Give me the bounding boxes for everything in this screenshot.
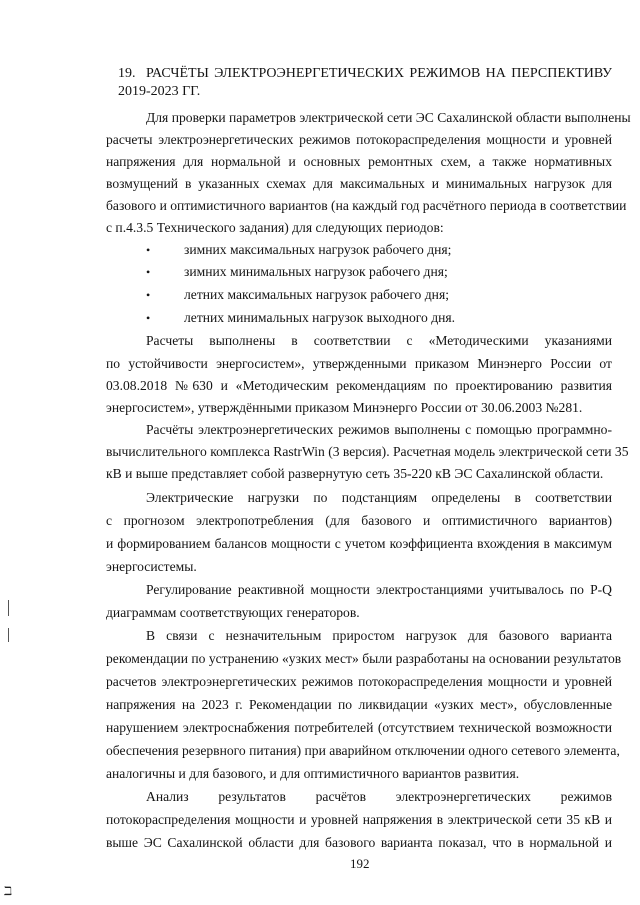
body-line: энергосистемы. [106,559,197,574]
body-line: выше ЭС Сахалинской области для базового варианта показал, что в нормальной и [106,835,612,850]
section-title-line-2: 2019-2023 ГГ. [118,84,201,99]
list-bullet: • [146,265,151,279]
list-bullet: • [146,311,151,325]
body-line: Анализ результатов расчётов электроэнергетических режимов [146,789,612,804]
body-line: В связи с незначительным приростом нагрузок для базового варианта [146,628,612,643]
body-line: Для проверки параметров электрической сети ЭС Сахалинской области выполнены [146,110,631,125]
body-line: Регулирование реактивной мощности электростанциями учитывалось по P-Q [146,582,612,597]
list-item: летних минимальных нагрузок выходного дня. [184,310,456,325]
body-line: энергосистем», утверждёнными приказом Минэнерго России от 30.06.2003 №281. [106,400,583,415]
list-item: зимних минимальных нагрузок рабочего дня; [184,264,448,279]
body-line: аналогичны и для базового, и для оптимистичного вариантов развития. [106,766,520,781]
list-bullet: • [146,243,151,257]
body-line: обеспечения резервного питания) при аварийном отключении одного сетевого элемента, [106,743,620,758]
body-line: потокораспределения мощности и уровней напряжения в электрической сети 35 кВ и [106,812,612,827]
body-line: с прогнозом электропотребления (для базового и оптимистичного вариантов) [106,513,612,528]
body-line: 03.08.2018 №630 и «Методическим рекомендациям по проектированию развития [106,378,612,393]
list-bullet: • [146,288,151,302]
list-item: зимних максимальных нагрузок рабочего дня; [184,242,452,257]
scan-mark [8,600,9,616]
page-number: 192 [350,856,370,871]
body-line: расчеты электроэнергетических режимов потокораспределения мощности и уровней [106,132,612,147]
body-line: напряжения для нормальной и основных ремонтных схем, а также нормативных [106,154,612,169]
body-line: Электрические нагрузки по подстанциям определены в соответствии [146,490,612,505]
body-line: Расчёты электроэнергетических режимов выполнены с помощью программно- [146,422,612,437]
corner-mark: ℶ [4,884,13,898]
body-line: расчетов электроэнергетических режимов потокораспределения мощности и уровней [106,674,612,689]
scan-mark [8,628,9,642]
body-line: и формированием балансов мощности с учетом коэффициента вхождения в максимум [106,536,612,551]
body-line: нарушением электроснабжения потребителей (отсутствием технической возможности [106,720,612,735]
section-number: 19. [118,66,136,81]
body-line: рекомендации по устранению «узких мест» были разработаны на основании результатов [106,651,622,666]
body-line: напряжения на 2023 г. Рекомендации по ликвидации «узких мест», обусловленные [106,697,612,712]
section-title-line-1: РАСЧЁТЫ ЭЛЕКТРОЭНЕРГЕТИЧЕСКИХ РЕЖИМОВ НА ПЕРСПЕКТИВУ [146,66,612,81]
body-line: диаграммам соответствующих генераторов. [106,605,360,620]
body-line: базового и оптимистичного вариантов (на каждый год расчётного периода в соответствии [106,198,627,213]
body-line: кВ и выше представляет собой развернутую сеть 35-220 кВ ЭС Сахалинской области. [106,466,604,481]
body-line: возмущений в указанных схемах для максимальных и минимальных нагрузок для [106,176,612,191]
body-line: с п.4.3.5 Технического задания) для следующих периодов: [106,220,444,235]
list-item: летних максимальных нагрузок рабочего дня; [184,287,449,302]
body-line: Расчеты выполнены в соответствии с «Методическими указаниями [146,333,612,348]
body-line: по устойчивости энергосистем», утвержденными приказом Минэнерго России от [106,356,612,371]
body-line: вычислительного комплекса RastrWin (3 версия). Расчетная модель электрической сети 35 [106,444,629,459]
